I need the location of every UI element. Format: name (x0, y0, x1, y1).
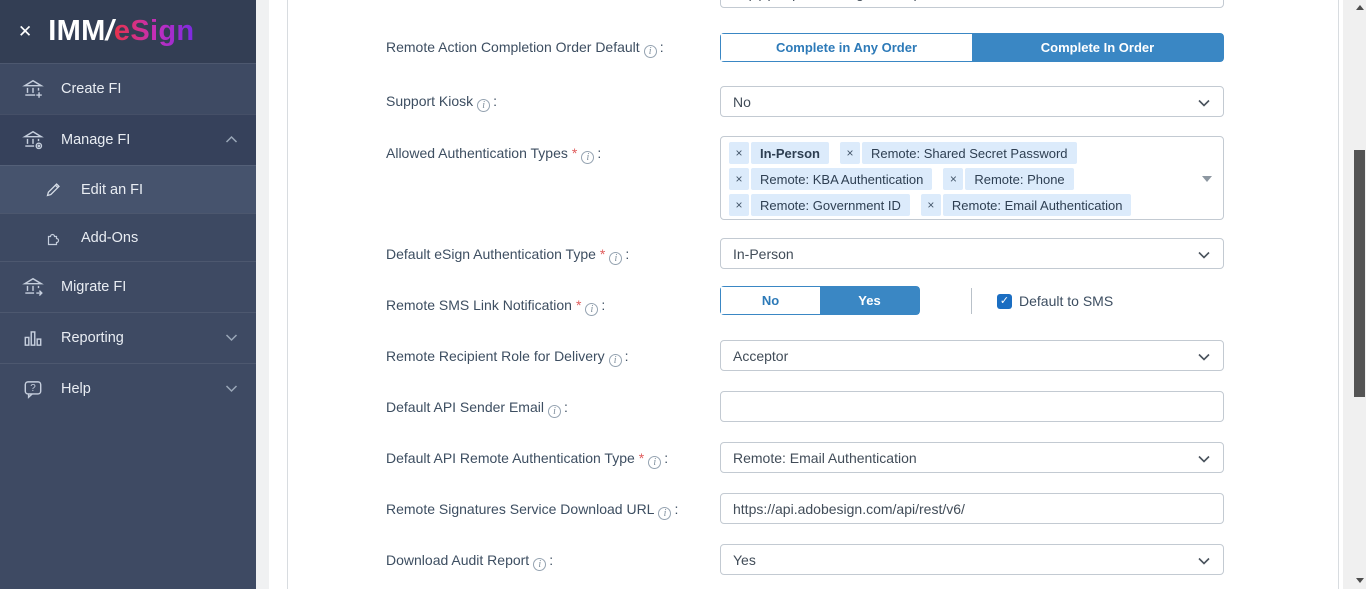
field-label-remote-signatures-url: Remote Signatures Service Download URL i : (386, 501, 679, 519)
required-mark: * (571, 145, 578, 161)
support-kiosk-value: No (733, 93, 751, 110)
sidebar-item-label: Migrate FI (61, 279, 127, 295)
sidebar-item-label: Edit an FI (81, 181, 144, 198)
sidebar-item-label: Reporting (61, 330, 124, 346)
sidebar-scroll-gutter (256, 0, 269, 589)
remove-tag-icon[interactable]: × (729, 194, 749, 216)
sidebar (0, 0, 256, 589)
default-api-remote-auth-select[interactable] (720, 442, 1224, 473)
info-icon[interactable]: i (609, 354, 622, 367)
bar-chart-icon (22, 327, 44, 349)
content-card-right-border (1338, 0, 1339, 589)
tag-government-id: × Remote: Government ID (729, 194, 910, 216)
field-label-remote-action-completion-order: Remote Action Completion Order Default i : (386, 39, 664, 57)
partial-top-url-value (733, 0, 974, 1)
sidebar-item-edit-an-fi[interactable] (0, 165, 256, 213)
chevron-up-icon (225, 135, 238, 144)
tag-in-person: × In-Person (729, 142, 829, 164)
info-icon[interactable]: i (644, 45, 657, 58)
tag-shared-secret: × Remote: Shared Secret Password (840, 142, 1077, 164)
remove-tag-icon[interactable]: × (943, 168, 963, 190)
sidebar-item-label: Manage FI (61, 132, 131, 148)
pencil-icon (44, 181, 62, 199)
info-icon[interactable]: i (533, 558, 546, 571)
app-logo (48, 15, 194, 48)
chevron-down-icon (1198, 99, 1210, 107)
complete-in-order-button[interactable]: Complete In Order (972, 34, 1223, 61)
sms-no-button[interactable]: No (721, 287, 820, 314)
sidebar-item-create-fi[interactable] (0, 63, 256, 114)
info-icon[interactable]: i (548, 405, 561, 418)
chevron-down-icon (1198, 557, 1210, 565)
default-esign-auth-type-select[interactable] (720, 238, 1224, 269)
sms-yes-button[interactable]: Yes (820, 287, 919, 314)
info-icon[interactable]: i (658, 507, 671, 520)
info-icon[interactable]: i (609, 252, 622, 265)
remove-tag-icon[interactable]: × (840, 142, 860, 164)
scrollbar-down-arrow[interactable] (1356, 578, 1364, 583)
close-icon[interactable]: ✕ (18, 22, 33, 41)
sidebar-item-help[interactable] (0, 363, 256, 414)
complete-any-order-button[interactable]: Complete in Any Order (721, 34, 972, 61)
tag-row (729, 166, 1197, 192)
required-mark: * (575, 297, 582, 313)
partial-top-url-input[interactable] (720, 0, 1224, 8)
info-icon[interactable]: i (477, 99, 490, 112)
default-to-sms-checkbox[interactable]: ✓ (997, 294, 1012, 309)
support-kiosk-select[interactable] (720, 86, 1224, 117)
chevron-down-icon (1198, 353, 1210, 361)
remote-signatures-url-input[interactable] (720, 493, 1224, 524)
download-audit-report-value: Yes (733, 551, 756, 568)
vertical-divider (971, 288, 972, 314)
chevron-down-icon (1198, 455, 1210, 463)
puzzle-icon (44, 229, 62, 247)
sidebar-header (0, 0, 256, 63)
scrollbar-up-arrow[interactable] (1356, 5, 1364, 10)
tag-kba-auth: × Remote: KBA Authentication (729, 168, 932, 190)
sidebar-item-label: Add-Ons (81, 229, 139, 246)
tag-phone: × Remote: Phone (943, 168, 1073, 190)
tag-row (729, 192, 1197, 218)
info-icon[interactable]: i (581, 151, 594, 164)
default-to-sms-label: Default to SMS (1019, 293, 1114, 309)
remote-sms-toggle (720, 286, 920, 315)
bank-gear-icon (22, 129, 44, 151)
field-label-download-audit-report: Download Audit Report i : (386, 552, 554, 570)
dropdown-caret-icon[interactable] (1202, 176, 1212, 182)
content-card-left-border (287, 0, 288, 589)
chevron-down-icon (1198, 251, 1210, 259)
tag-email-auth: × Remote: Email Authentication (921, 194, 1132, 216)
bank-arrow-icon (22, 276, 44, 298)
field-label-default-api-sender-email: Default API Sender Email i : (386, 399, 568, 417)
field-label-remote-recipient-role: Remote Recipient Role for Delivery i : (386, 348, 629, 366)
sidebar-item-label: Help (61, 381, 91, 397)
remove-tag-icon[interactable]: × (921, 194, 941, 216)
sidebar-item-reporting[interactable] (0, 312, 256, 363)
allowed-auth-types-multiselect[interactable] (720, 136, 1224, 220)
info-icon[interactable]: i (648, 456, 661, 469)
question-bubble-icon (22, 378, 44, 400)
remote-recipient-role-select[interactable] (720, 340, 1224, 371)
default-api-sender-email-input[interactable] (720, 391, 1224, 422)
default-api-remote-auth-value: Remote: Email Authentication (733, 449, 917, 466)
logo-slash: / (105, 15, 114, 47)
completion-order-toggle (720, 33, 1224, 62)
field-label-support-kiosk: Support Kiosk i : (386, 93, 498, 111)
svg-text:?: ? (30, 383, 36, 395)
field-label-allowed-auth-types: Allowed Authentication Types * i : (386, 145, 602, 163)
tag-row (729, 140, 1197, 166)
sidebar-item-label: Create FI (61, 81, 122, 97)
field-label-default-esign-auth-type: Default eSign Authentication Type * i : (386, 246, 630, 264)
sidebar-item-add-ons[interactable] (0, 213, 256, 261)
required-mark: * (638, 450, 645, 466)
field-label-remote-sms-link: Remote SMS Link Notification * i : (386, 297, 606, 315)
sidebar-item-manage-fi[interactable] (0, 114, 256, 165)
required-mark: * (599, 246, 606, 262)
bank-plus-icon (22, 78, 44, 100)
remote-recipient-role-value: Acceptor (733, 347, 789, 364)
logo-esign: eSign (113, 15, 195, 47)
field-label-default-api-remote-auth: Default API Remote Authentication Type * i : (386, 450, 669, 468)
info-icon[interactable]: i (585, 303, 598, 316)
logo-imm: IMM (48, 15, 106, 47)
scrollbar-thumb[interactable] (1354, 150, 1365, 397)
chevron-down-icon (225, 333, 238, 342)
download-audit-report-select[interactable] (720, 544, 1224, 575)
sidebar-item-migrate-fi[interactable] (0, 261, 256, 312)
remove-tag-icon[interactable]: × (729, 142, 749, 164)
default-esign-auth-type-value: In-Person (733, 245, 794, 262)
remove-tag-icon[interactable]: × (729, 168, 749, 190)
remote-signatures-url-value: https://api.adobesign.com/api/rest/v6/ (733, 500, 965, 517)
chevron-down-icon (225, 384, 238, 393)
